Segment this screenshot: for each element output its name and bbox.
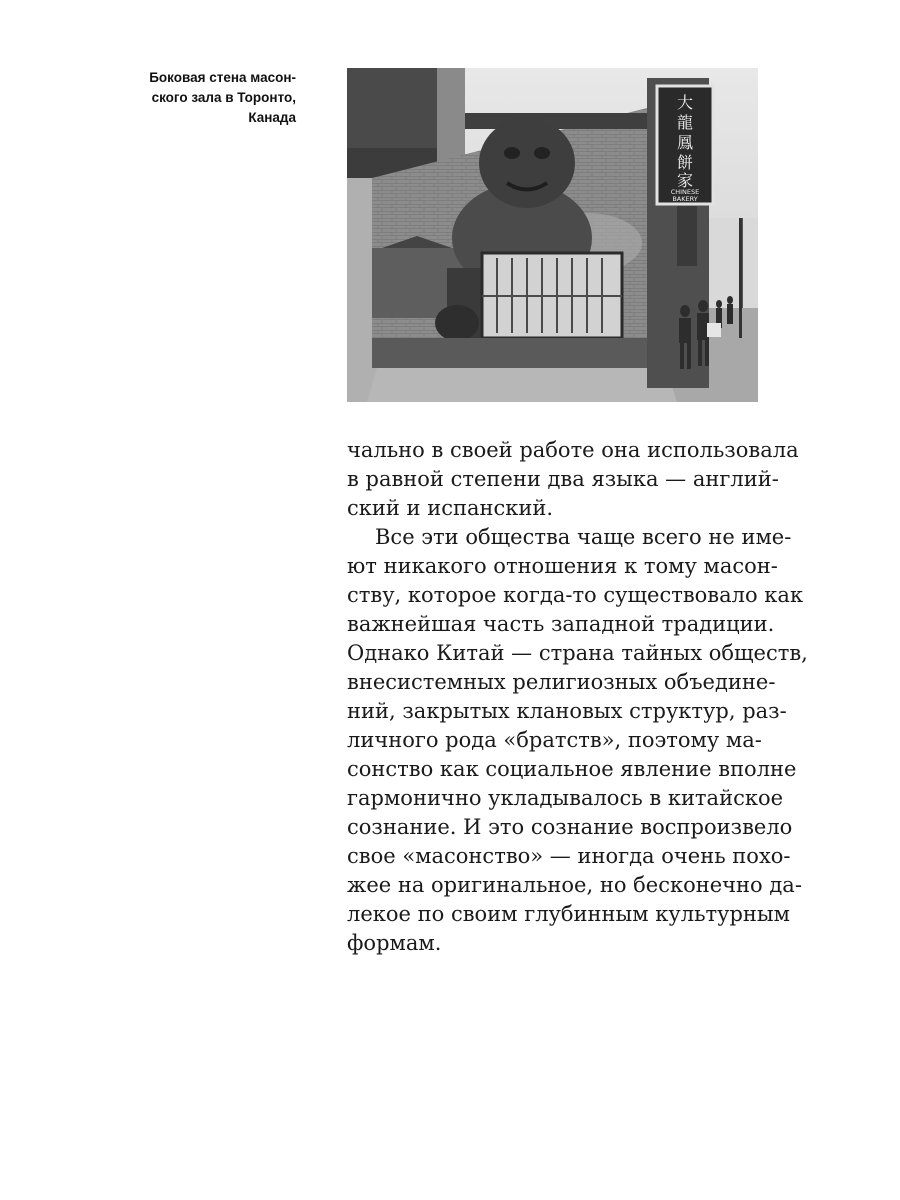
text-line: ний, закрытых клановых структур, раз- bbox=[347, 699, 787, 723]
text-line: ству, которое когда-то существовало как bbox=[347, 583, 804, 607]
caption-line: ского зала в Торонто, bbox=[151, 90, 296, 105]
text-line: личного рода «братств», поэтому ма- bbox=[347, 728, 762, 752]
sign-char: 家 bbox=[676, 171, 694, 190]
text-line: Все эти общества чаще всего не име- bbox=[375, 525, 792, 549]
text-line: сознание. И это сознание воспроизвело bbox=[347, 815, 793, 839]
body-text bbox=[347, 436, 808, 958]
text-line: жее на оригинальное, но бесконечно да- bbox=[347, 873, 802, 897]
photo-masonic-hall-wall bbox=[347, 68, 758, 402]
photo-illustration bbox=[347, 68, 758, 402]
text-line: в равной степени два языка — англий- bbox=[347, 467, 779, 491]
text-line: лекое по своим глубинным культурным bbox=[347, 902, 790, 926]
sign-char: 餅 bbox=[676, 153, 694, 172]
sign-english-line: CHINESE bbox=[670, 188, 700, 196]
text-line: Однако Китай — страна тайных обществ, bbox=[347, 641, 808, 665]
sign-english-line: BAKERY bbox=[672, 195, 698, 203]
text-line: ют никакого отношения к тому масон- bbox=[347, 554, 778, 578]
sign-char: 鳳 bbox=[676, 133, 694, 152]
text-line: свое «масонство» — иногда очень похо- bbox=[347, 844, 791, 868]
text-line: ский и испанский. bbox=[347, 496, 554, 520]
sign-char: 龍 bbox=[676, 113, 694, 132]
text-line: чально в своей работе она использовала bbox=[347, 438, 799, 462]
text-line: формам. bbox=[347, 931, 442, 955]
caption-line: Боковая стена масон- bbox=[149, 70, 296, 85]
text-line: важнейшая часть западной традиции. bbox=[347, 612, 775, 636]
text-line: гармонично укладывалось в китайское bbox=[347, 786, 784, 810]
figure-caption bbox=[120, 68, 296, 128]
sign-char: 大 bbox=[676, 93, 694, 112]
text-line: сонство как социальное явление вполне bbox=[347, 757, 797, 781]
text-line: внесистемных религиозных объедине- bbox=[347, 670, 776, 694]
caption-line: Канада bbox=[248, 110, 296, 125]
